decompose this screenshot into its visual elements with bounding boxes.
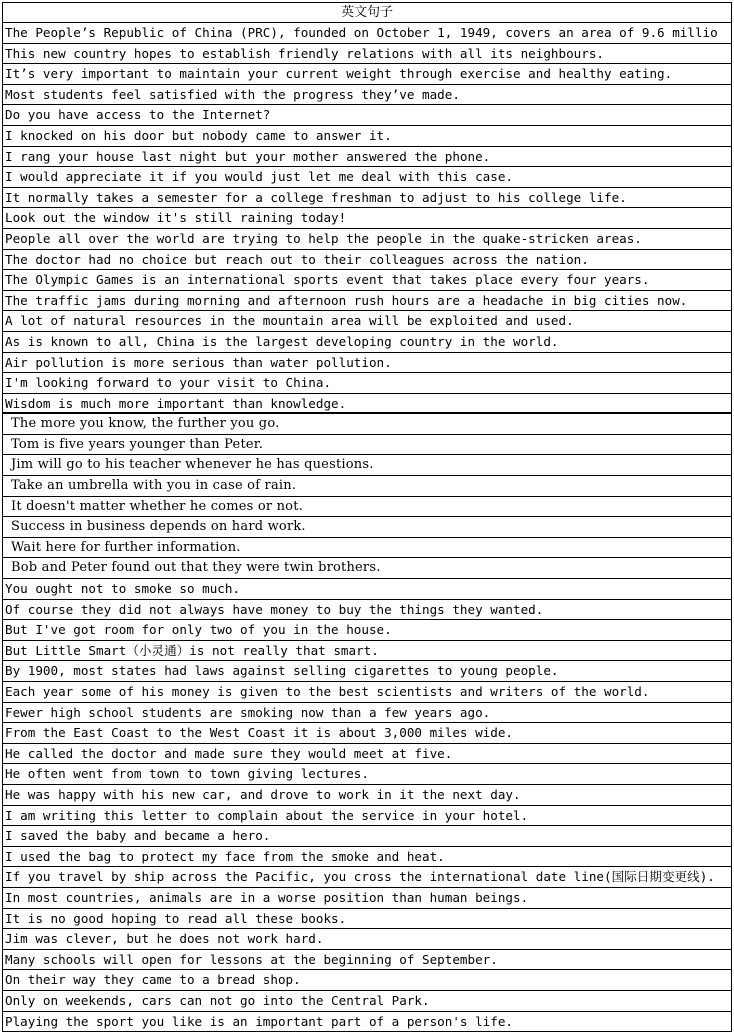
sentence-row[interactable]: I used the bag to protect my face from the smoke and heat. bbox=[3, 847, 731, 868]
sentence-row[interactable]: He was happy with his new car, and drove to work in it the next day. bbox=[3, 785, 731, 806]
sentence-row[interactable]: Of course they did not always have money to buy the things they wanted. bbox=[3, 600, 731, 621]
sentence-row[interactable]: People all over the world are trying to help the people in the quake-stricken areas. bbox=[3, 229, 731, 250]
sentence-row[interactable]: The Olympic Games is an international sports event that takes place every four years. bbox=[3, 270, 731, 291]
sentence-row[interactable]: Wisdom is much more important than knowledge. bbox=[3, 394, 731, 415]
sentence-row[interactable]: Jim will go to his teacher whenever he has questions. bbox=[3, 455, 731, 476]
sentence-row[interactable]: Tom is five years younger than Peter. bbox=[3, 435, 731, 456]
sentence-row[interactable]: I saved the baby and became a hero. bbox=[3, 826, 731, 847]
sentence-row[interactable]: Take an umbrella with you in case of rain. bbox=[3, 476, 731, 497]
sentence-row[interactable]: It’s very important to maintain your current weight through exercise and healthy eating. bbox=[3, 64, 731, 85]
sentence-row[interactable]: Many schools will open for lessons at the beginning of September. bbox=[3, 950, 731, 971]
sentence-row[interactable]: A lot of natural resources in the mountain area will be exploited and used. bbox=[3, 311, 731, 332]
sentence-row[interactable]: From the East Coast to the West Coast it is about 3,000 miles wide. bbox=[3, 723, 731, 744]
sentence-row[interactable]: Each year some of his money is given to the best scientists and writers of the world. bbox=[3, 682, 731, 703]
sentence-row[interactable]: Look out the window it's still raining today! bbox=[3, 208, 731, 229]
sentence-row[interactable]: In most countries, animals are in a worse position than human beings. bbox=[3, 888, 731, 909]
sentence-row[interactable]: The doctor had no choice but reach out to their colleagues across the nation. bbox=[3, 250, 731, 271]
sentence-row[interactable]: It is no good hoping to read all these books. bbox=[3, 909, 731, 930]
sentence-row[interactable]: It normally takes a semester for a college freshman to adjust to his college life. bbox=[3, 188, 731, 209]
sentence-row[interactable]: Success in business depends on hard work. bbox=[3, 517, 731, 538]
sentence-row[interactable]: I rang your house last night but your mother answered the phone. bbox=[3, 147, 731, 168]
sentence-table bbox=[2, 2, 732, 1032]
column-header[interactable]: 英文句子 bbox=[3, 2, 731, 23]
sentence-row[interactable]: I would appreciate it if you would just let me deal with this case. bbox=[3, 167, 731, 188]
sentence-row[interactable]: You ought not to smoke so much. bbox=[3, 579, 731, 600]
sentence-row[interactable]: Most students feel satisfied with the progress they’ve made. bbox=[3, 85, 731, 106]
sentence-row[interactable]: The more you know, the further you go. bbox=[3, 414, 731, 435]
sentence-row[interactable]: But Little Smart（小灵通）is not really that smart. bbox=[3, 641, 731, 662]
sentence-row[interactable]: Air pollution is more serious than water pollution. bbox=[3, 353, 731, 374]
sentence-row[interactable]: The traffic jams during morning and afternoon rush hours are a headache in big cities now. bbox=[3, 291, 731, 312]
sentence-row[interactable]: Do you have access to the Internet? bbox=[3, 105, 731, 126]
sentence-row[interactable]: By 1900, most states had laws against selling cigarettes to young people. bbox=[3, 661, 731, 682]
sentence-row[interactable]: He called the doctor and made sure they would meet at five. bbox=[3, 744, 731, 765]
sentence-row[interactable]: I knocked on his door but nobody came to answer it. bbox=[3, 126, 731, 147]
sentence-row[interactable]: Jim was clever, but he does not work hard. bbox=[3, 929, 731, 950]
sentence-row[interactable]: On their way they came to a bread shop. bbox=[3, 970, 731, 991]
sentence-rows bbox=[3, 23, 731, 1032]
sentence-row[interactable]: I'm looking forward to your visit to China. bbox=[3, 373, 731, 394]
sentence-row[interactable]: Fewer high school students are smoking now than a few years ago. bbox=[3, 703, 731, 724]
sentence-row[interactable]: I am writing this letter to complain about the service in your hotel. bbox=[3, 806, 731, 827]
sentence-row[interactable]: Playing the sport you like is an important part of a person's life. bbox=[3, 1012, 731, 1033]
sentence-row[interactable]: Only on weekends, cars can not go into the Central Park. bbox=[3, 991, 731, 1012]
sentence-row[interactable]: But I've got room for only two of you in the house. bbox=[3, 620, 731, 641]
sentence-row[interactable]: Wait here for further information. bbox=[3, 538, 731, 559]
sentence-row[interactable]: The People’s Republic of China (PRC), founded on October 1, 1949, covers an area of 9.6 millio bbox=[3, 23, 731, 44]
sentence-row[interactable]: Bob and Peter found out that they were twin brothers. bbox=[3, 558, 731, 579]
sentence-row[interactable]: This new country hopes to establish friendly relations with all its neighbours. bbox=[3, 44, 731, 65]
sentence-row[interactable]: It doesn't matter whether he comes or not. bbox=[3, 497, 731, 518]
sentence-row[interactable]: If you travel by ship across the Pacific, you cross the international date line(国际日期变更线). bbox=[3, 867, 731, 888]
sentence-row[interactable]: As is known to all, China is the largest developing country in the world. bbox=[3, 332, 731, 353]
sentence-row[interactable]: He often went from town to town giving lectures. bbox=[3, 764, 731, 785]
